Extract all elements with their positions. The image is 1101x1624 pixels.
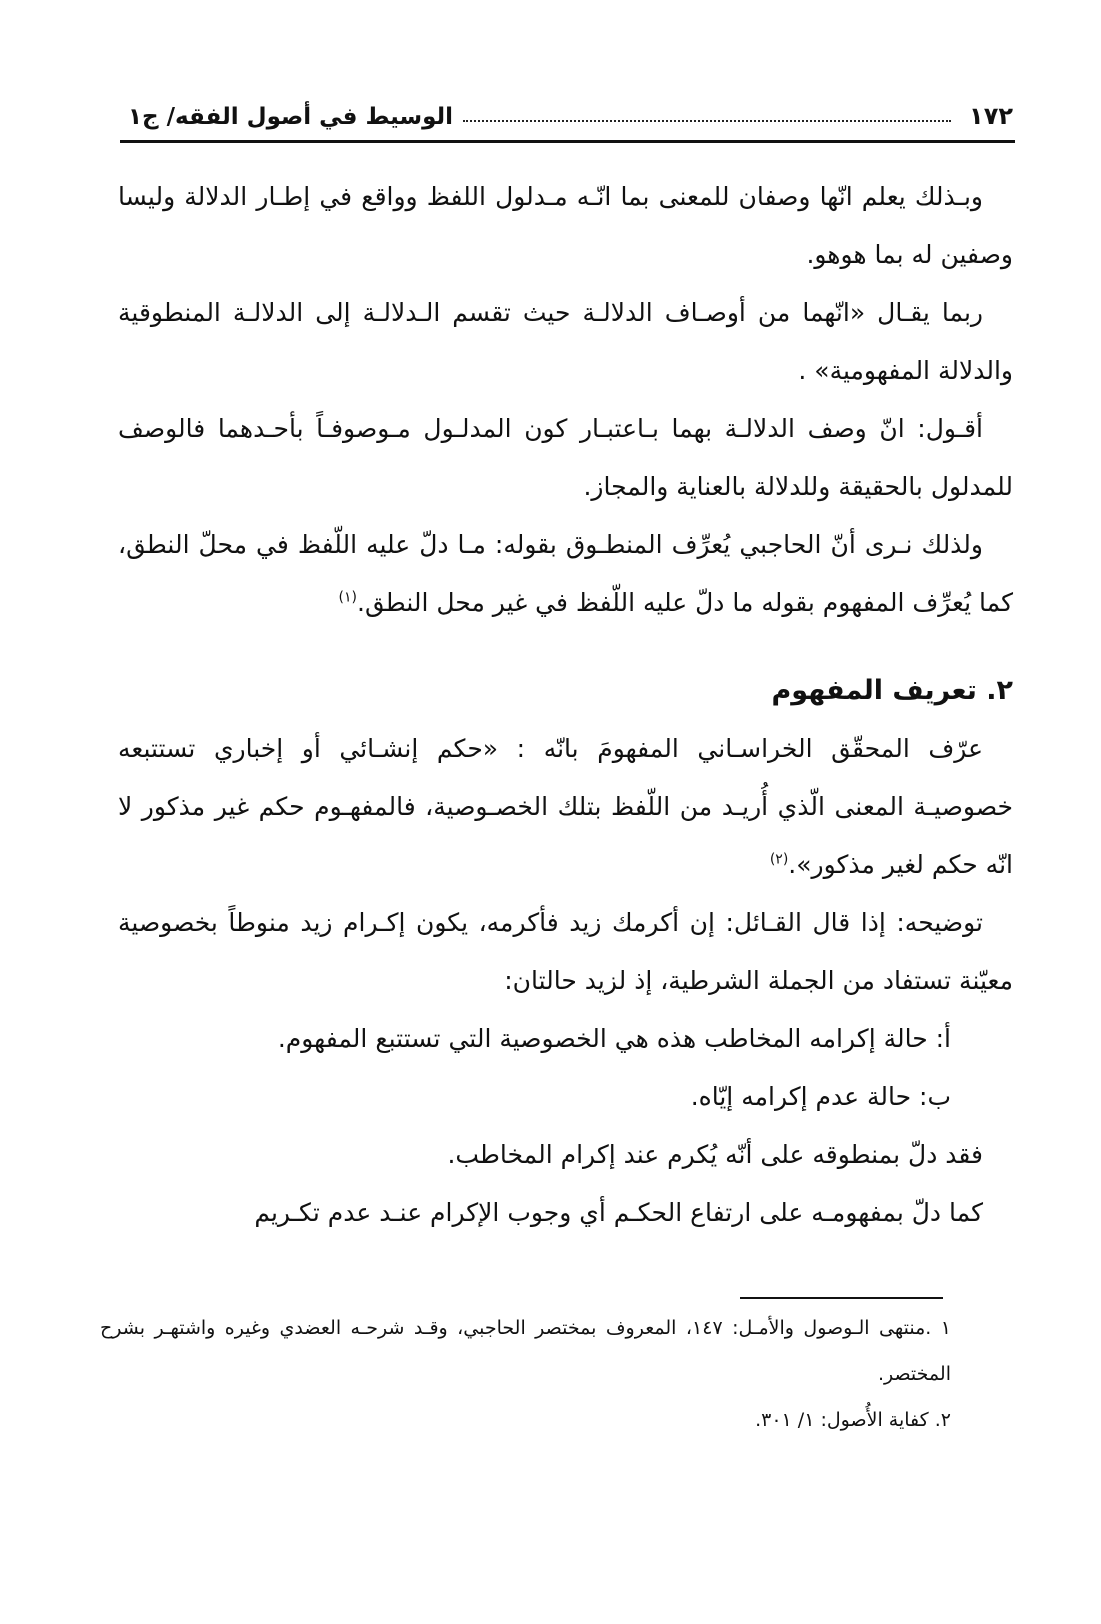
- main-text: [118, 168, 1013, 1242]
- page-header: [128, 86, 1013, 130]
- section-heading: ٢. تعريف المفهوم: [771, 675, 1013, 706]
- running-title: الوسيط في أصول الفقه/ ج١: [128, 104, 454, 130]
- paragraph: توضيحه: إذا قال القـائل: إن أكرمك زيد فأكرمه، يكون إكـرام زيد منوطاً بخصوصية معيّنة تستفاد من الجملة الشرطية، إذ لزيد حالتان:: [118, 908, 1013, 995]
- paragraph: أقـول: انّ وصف الدلالـة بهما بـاعتبـار كون المدلـول مـوصوفـاً بأحـدهما فالوصف للمدلول بالحقيقة وللدلالة بالعناية والمجاز.: [118, 414, 1013, 501]
- footnote-ref: (٢): [769, 851, 789, 868]
- page-number: ١٧٢: [969, 102, 1013, 130]
- footnote-1: ١ .منتهى الـوصول والأمـل: ١٤٧، المعروف بمختصر الحاجبي، وقـد شرحـه العضدي وغيره واشتهـر بشرح المختصر.: [100, 1317, 951, 1385]
- header-rule: [120, 140, 1015, 143]
- list-item-a: أ: حالة إكرامه المخاطب هذه هي الخصوصية التي تستتبع المفهوم.: [277, 1024, 951, 1053]
- paragraph: [118, 720, 1013, 894]
- paragraph-text: عرّف المحقّق الخراسـاني المفهومَ بانّه : «حكم إنشـائي أو إخباري تستتبعه خصوصيـة المعنى الّذي أُريـد من اللّفظ بتلك الخصـوصية، فالمفهـوم حكم غير مذكور لا انّه حكم لغير مذكور».: [118, 734, 1013, 879]
- paragraph: كما دلّ بمفهومـه على ارتفاع الحكـم أي وجوب الإكرام عنـد عدم تكـريم: [254, 1198, 983, 1227]
- paragraph: [118, 516, 1013, 632]
- footnote-ref: (١): [338, 589, 358, 606]
- list-item-b: ب: حالة عدم إكرامه إيّاه.: [690, 1082, 951, 1111]
- paragraph: فقد دلّ بمنطوقه على أنّه يُكرم عند إكرام المخاطب.: [447, 1140, 983, 1169]
- paragraph: ربما يقـال «انّهما من أوصـاف الدلالـة حيث تقسم الـدلالـة إلى الدلالـة المنطوقية والدلالة المفهومية» .: [118, 298, 1013, 385]
- header-dot-leader: [463, 120, 951, 122]
- paragraph: وبـذلك يعلم انّها وصفان للمعنى بما انّـه مـدلول اللفظ وواقع في إطـار الدلالة وليسا وصفين له بما هوهو.: [118, 182, 1013, 269]
- footnote-2: ٢. كفاية الأُصول: ١/ ٣٠١.: [755, 1409, 951, 1431]
- footnotes: [100, 1305, 951, 1443]
- footnote-rule: [740, 1297, 943, 1299]
- paragraph-text: ولذلك نـرى أنّ الحاجبي يُعرِّف المنطـوق بقوله: مـا دلّ عليه اللّفظ في محلّ النطق، كما يُعرِّف المفهوم بقوله ما دلّ عليه اللّفظ في غير محل النطق.: [118, 530, 1013, 617]
